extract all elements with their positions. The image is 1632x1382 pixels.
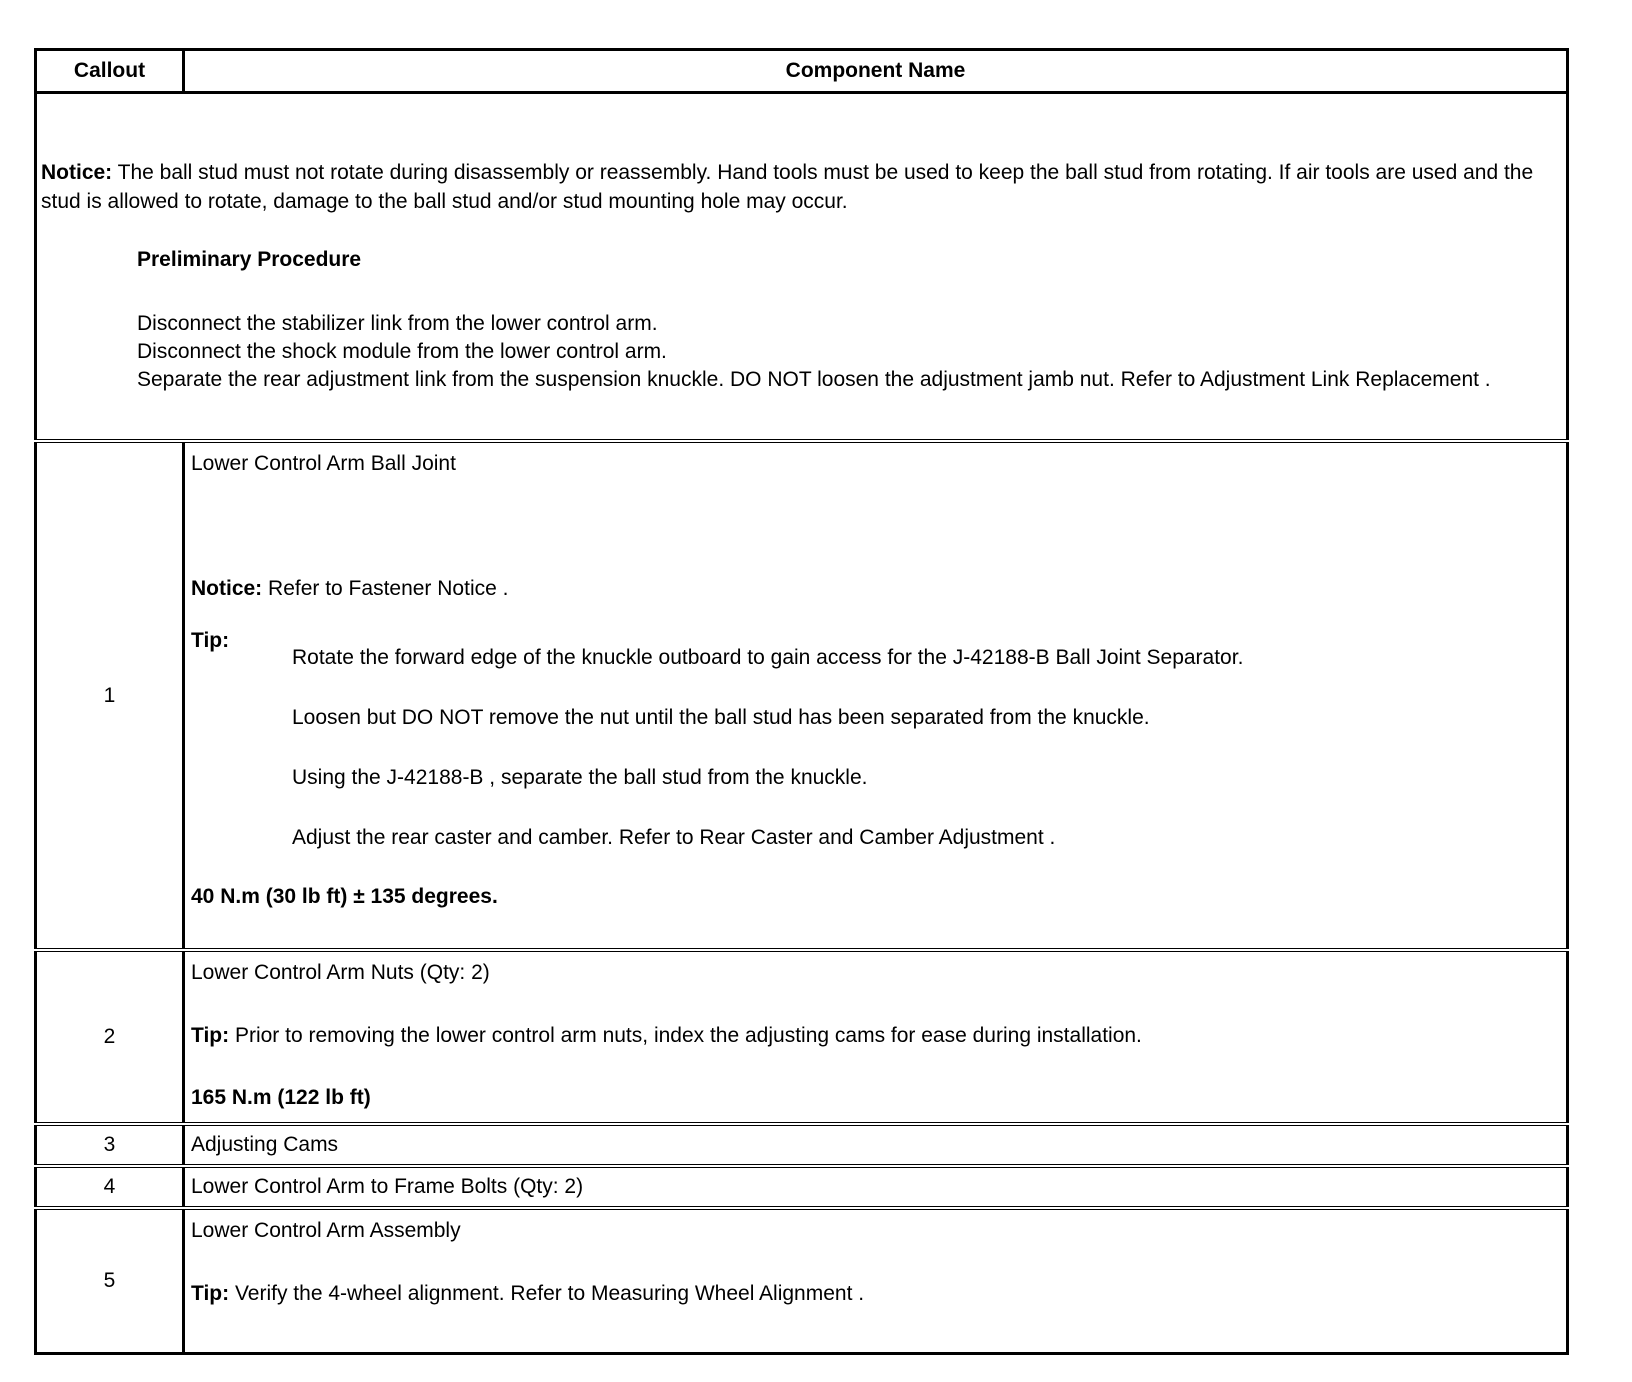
component-name-header: Component Name [184,50,1568,93]
notice-text: Refer to Fastener Notice . [262,577,509,600]
notice-paragraph [37,94,1566,216]
component-cell [184,441,1568,950]
callout-cell: 1 [36,441,184,950]
component-name: Lower Control Arm Assembly [191,1219,461,1242]
callout-header: Callout [36,50,184,93]
torque-spec: 40 N.m (30 lb ft) ± 135 degrees. [191,885,498,908]
tip-step: Adjust the rear caster and camber. Refer to Rear Caster and Camber Adjustment . [292,826,1056,849]
preliminary-step: Disconnect the stabilizer link from the lower control arm. [137,312,658,335]
table-row [36,950,1568,1124]
row-notice [191,577,1560,601]
tip-step: Using the J-42188-B , separate the ball stud from the knuckle. [292,766,868,789]
notice-text: The ball stud must not rotate during disassembly or reassembly. Hand tools must be used to keep the ball stud from rotating. If air tools are used and the stud is allowed to rotate, damage to the ball stud and/or stud mounting hole may occur. [41,161,1534,213]
component-name: Lower Control Arm Nuts (Qty: 2) [191,961,490,984]
preliminary-cell [36,93,1568,442]
table-row [36,1124,1568,1166]
callout-cell: 2 [36,950,184,1124]
tip-text: Verify the 4-wheel alignment. Refer to Measuring Wheel Alignment . [229,1282,865,1305]
preliminary-step: Disconnect the shock module from the lower control arm. [137,340,667,363]
component-name: Lower Control Arm to Frame Bolts (Qty: 2) [184,1166,1568,1208]
row-tip [191,1024,1560,1048]
tip-steps [292,645,1560,851]
component-name: Adjusting Cams [184,1124,1568,1166]
torque-spec: 165 N.m (122 lb ft) [191,1086,371,1109]
table-row [36,1166,1568,1208]
tip-label: Tip: [191,629,230,652]
tip-text: Prior to removing the lower control arm nuts, index the adjusting cams for ease during installation. [229,1024,1142,1047]
tip-label: Tip: [191,1282,230,1305]
tip-label: Tip: [191,1024,230,1047]
tip-step: Rotate the forward edge of the knuckle outboard to gain access for the J-42188-B Ball Joint Separator. [292,646,1244,669]
preliminary-step: Separate the rear adjustment link from the suspension knuckle. DO NOT loosen the adjustment jamb nut. Refer to Adjustment Link Replacement . [137,368,1491,391]
procedure-table [34,48,1569,1355]
row-tip [191,1282,1560,1306]
table-row [36,1208,1568,1354]
header-row [36,50,1568,93]
callout-cell: 4 [36,1166,184,1208]
preliminary-steps [137,310,1566,394]
notice-label: Notice: [191,577,263,600]
callout-cell: 3 [36,1124,184,1166]
preliminary-title: Preliminary Procedure [137,248,362,271]
tip-step: Loosen but DO NOT remove the nut until the ball stud has been separated from the knuckle. [292,706,1150,729]
callout-cell: 5 [36,1208,184,1354]
component-name: Lower Control Arm Ball Joint [191,452,456,475]
preliminary-row [36,93,1568,442]
notice-label: Notice: [41,161,113,184]
table-row [36,441,1568,950]
component-cell [184,950,1568,1124]
component-cell [184,1208,1568,1354]
